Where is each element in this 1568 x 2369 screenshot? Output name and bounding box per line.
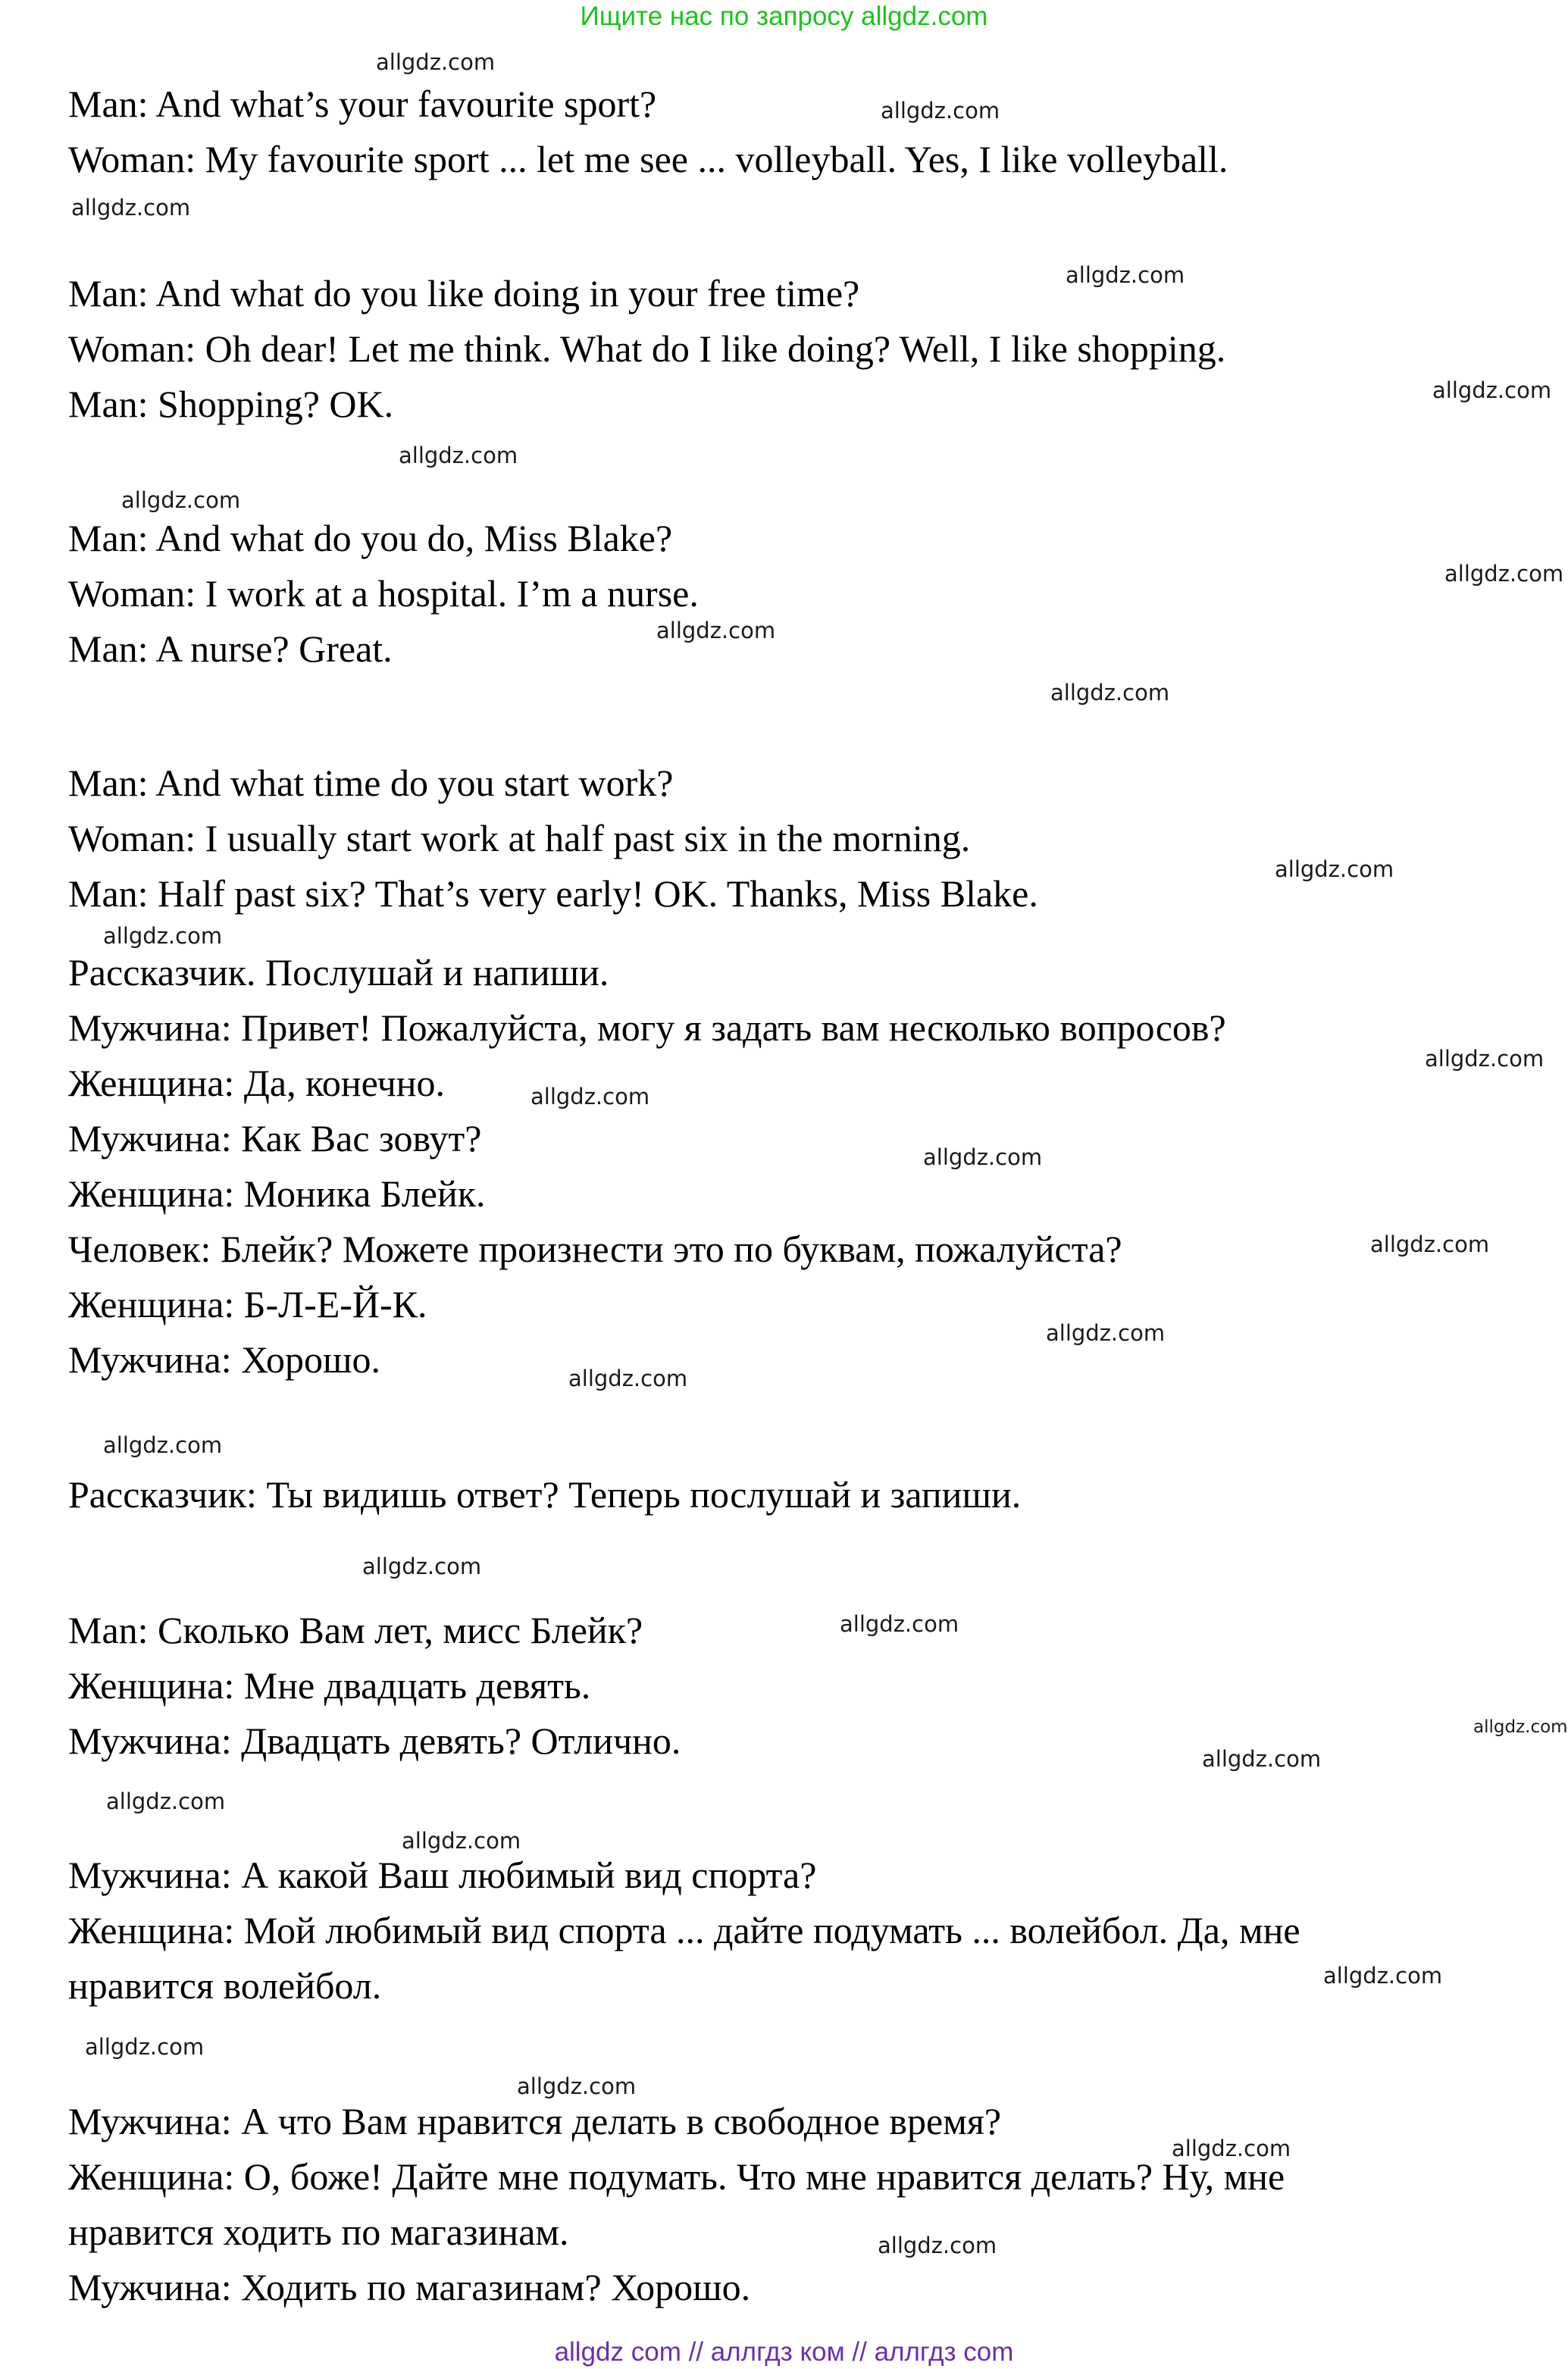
dialogue-line: Женщина: О, боже! Дайте мне подумать. Что мне нравится делать? Ну, мне bbox=[68, 2155, 1285, 2198]
dialogue-line: Man: And what’s your favourite sport? bbox=[68, 83, 657, 125]
dialogue-line: нравится волейбол. bbox=[68, 1964, 382, 2007]
watermark: allgdz.com bbox=[1444, 561, 1564, 587]
watermark: allgdz.com bbox=[1432, 377, 1552, 403]
dialogue-line: Женщина: Да, конечно. bbox=[68, 1062, 445, 1104]
watermark: allgdz.com bbox=[1370, 1231, 1490, 1257]
footer-link-allgdz-cyrillic[interactable]: аллгдз ком bbox=[710, 2337, 845, 2367]
watermark: allgdz.com bbox=[103, 923, 223, 949]
dialogue-line: Женщина: Б-Л-Е-Й-К. bbox=[68, 1283, 427, 1325]
dialogue-line: Woman: I usually start work at half past six in the morning. bbox=[68, 817, 971, 859]
watermark: allgdz.com bbox=[1473, 1717, 1568, 1737]
watermark: allgdz.com bbox=[1202, 1746, 1322, 1772]
watermark: allgdz.com bbox=[517, 2073, 637, 2099]
dialogue-line: нравится ходить по магазинам. bbox=[68, 2211, 569, 2253]
watermark: allgdz.com bbox=[402, 1828, 521, 1854]
dialogue-line: Woman: My favourite sport ... let me see ... volleyball. Yes, I like volleyball. bbox=[68, 138, 1228, 180]
dialogue-line: Мужчина: Двадцать девять? Отлично. bbox=[68, 1720, 681, 1762]
watermark: allgdz.com bbox=[1066, 262, 1185, 288]
dialogue-line: Мужчина: Как Вас зовут? bbox=[68, 1117, 482, 1159]
dialogue-line: Man: And what time do you start work? bbox=[68, 762, 674, 804]
footer-separator: // bbox=[844, 2337, 875, 2367]
watermark: allgdz.com bbox=[1050, 680, 1170, 706]
watermark: allgdz.com bbox=[878, 2233, 997, 2258]
watermark: allgdz.com bbox=[1323, 1963, 1443, 1989]
dialogue-line: Мужчина: Привет! Пожалуйста, могу я задать вам несколько вопросов? bbox=[68, 1006, 1226, 1049]
watermark: allgdz.com bbox=[71, 195, 191, 221]
watermark: allgdz.com bbox=[1425, 1046, 1545, 1072]
dialogue-line: Мужчина: А какой Ваш любимый вид спорта? bbox=[68, 1854, 817, 1896]
watermark: allgdz.com bbox=[1046, 1320, 1166, 1346]
dialogue-line: Woman: Oh dear! Let me think. What do I like doing? Well, I like shopping. bbox=[68, 327, 1226, 370]
watermark: allgdz.com bbox=[1172, 2136, 1291, 2161]
site-banner: Ищите нас по запросу allgdz.com bbox=[580, 2, 988, 31]
watermark: allgdz.com bbox=[840, 1611, 959, 1637]
dialogue-line: Женщина: Моника Блейк. bbox=[68, 1172, 486, 1215]
dialogue-line: Man: Half past six? That’s very early! OK. Thanks, Miss Blake. bbox=[68, 872, 1038, 915]
footer-link-allgdz[interactable]: allgdz com bbox=[554, 2337, 681, 2367]
dialogue-line: Человек: Блейк? Можете произнести это по буквам, пожалуйста? bbox=[68, 1228, 1122, 1270]
watermark: allgdz.com bbox=[568, 1366, 688, 1391]
dialogue-line: Мужчина: Хорошо. bbox=[68, 1338, 381, 1381]
watermark: allgdz.com bbox=[121, 487, 241, 513]
watermark: allgdz.com bbox=[106, 1788, 226, 1814]
dialogue-line: Рассказчик. Послушай и напиши. bbox=[68, 951, 609, 994]
dialogue-line: Man: Сколько Вам лет, мисс Блейк? bbox=[68, 1609, 643, 1651]
dialogue-line: Мужчина: А что Вам нравится делать в свободное время? bbox=[68, 2100, 1002, 2142]
footer-link-allgdz-mixed[interactable]: аллгдз com bbox=[874, 2337, 1014, 2367]
dialogue-line: Женщина: Мой любимый вид спорта ... дайте подумать ... волейбол. Да, мне bbox=[68, 1909, 1300, 1951]
watermark: allgdz.com bbox=[103, 1432, 223, 1458]
dialogue-line: Man: A nurse? Great. bbox=[68, 627, 393, 670]
dialogue-line: Мужчина: Ходить по магазинам? Хорошо. bbox=[68, 2266, 751, 2308]
watermark: allgdz.com bbox=[399, 443, 518, 468]
watermark: allgdz.com bbox=[530, 1084, 650, 1109]
watermark: allgdz.com bbox=[362, 1554, 482, 1579]
watermark: allgdz.com bbox=[85, 2034, 205, 2060]
watermark: allgdz.com bbox=[656, 618, 776, 643]
watermark: allgdz.com bbox=[376, 49, 496, 75]
watermark: allgdz.com bbox=[923, 1144, 1043, 1170]
footer-separator: // bbox=[681, 2337, 711, 2367]
dialogue-line: Woman: I work at a hospital. I’m a nurse. bbox=[68, 572, 699, 615]
footer-links bbox=[0, 2336, 1568, 2369]
dialogue-line: Man: Shopping? OK. bbox=[68, 383, 394, 425]
dialogue-line: Man: And what do you do, Miss Blake? bbox=[68, 517, 673, 559]
dialogue-line: Рассказчик: Ты видишь ответ? Теперь послушай и запиши. bbox=[68, 1473, 1022, 1516]
dialogue-line: Женщина: Мне двадцать девять. bbox=[68, 1664, 591, 1707]
watermark: allgdz.com bbox=[1275, 856, 1394, 882]
dialogue-line: Man: And what do you like doing in your free time? bbox=[68, 272, 860, 315]
watermark: allgdz.com bbox=[881, 98, 1000, 124]
